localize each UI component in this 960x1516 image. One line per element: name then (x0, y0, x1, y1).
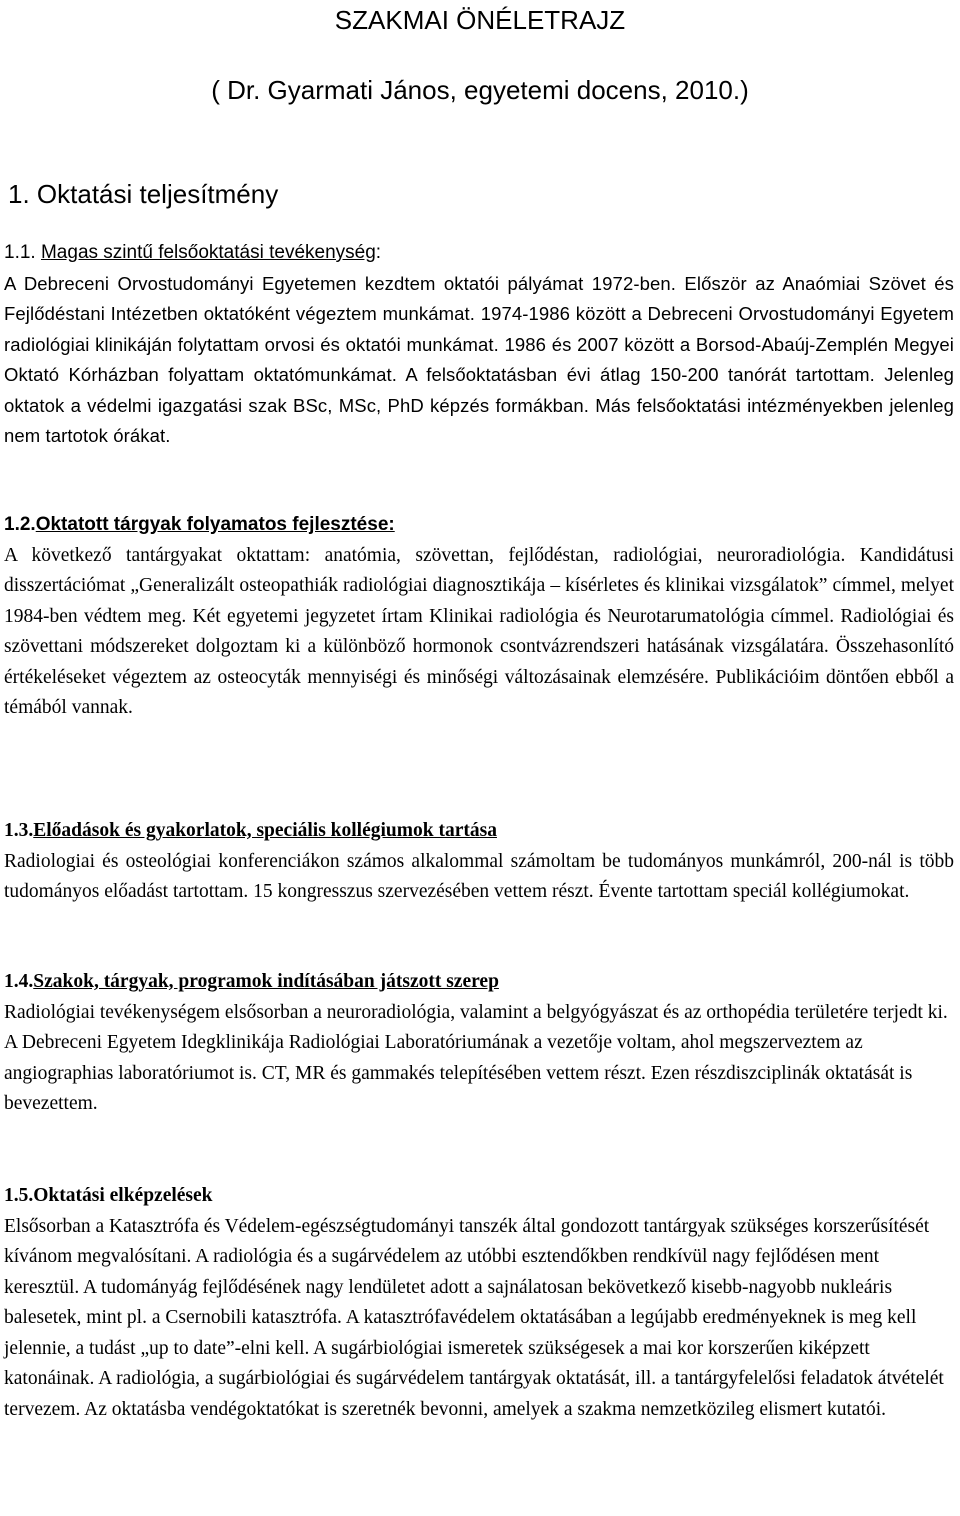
document-subtitle: ( Dr. Gyarmati János, egyetemi docens, 2010.) (211, 75, 749, 105)
section-1-4-title: Szakok, tárgyak, programok indításában játszott szerep (33, 971, 499, 992)
section-1-2-number: 1.2. (4, 514, 36, 535)
section-1-2-body: A következő tantárgyakat oktattam: anatómia, szövettan, fejlődéstan, radiológiai, neuroradiológia. Kandidátusi disszertációmat „Generalizált osteopathiák radiológiai diagnosztikája – kísérletes és klinikai vizsgálatok” címmel, melyet 1984-ben védtem meg. Két egyetemi jegyzetet írtam Klinikai radiológia és Neurotarumatológia címmel. Radiológiai és szövettani módszereket dolgoztam ki a különböző hormonok csontvázrendszeri hatásának vizsgálatára. Összehasonlító értékeléseket végeztem az osteocyták mennyiségi és minőségi változásainak elemzésére. Publikációim döntően ebből a témából vannak. (4, 544, 954, 718)
section-1-3 (4, 816, 954, 908)
section-1-4-heading (4, 967, 954, 998)
section-1-3-title: Előadások és gyakorlatok, speciális kollégiumok tartása (33, 820, 497, 841)
document-title: SZAKMAI ÖNÉLETRAJZ (334, 5, 626, 35)
section-1-1 (4, 238, 954, 452)
section-1-1-colon: : (375, 242, 382, 263)
section-1-2-title: Oktatott tárgyak folyamatos fejlesztése: (35, 514, 395, 535)
section-1-5-title: Oktatási elképzelések (33, 1185, 213, 1206)
section-1-3-heading (4, 816, 954, 847)
section-1-5 (4, 1181, 954, 1425)
section-1-1-body: A Debreceni Orvostudományi Egyetemen kezdtem oktatói pályámat 1972-ben. Először az Anaómiai Szövet és Fejlődéstani Intézetben oktatóként végeztem munkámat. 1974-1986 között a Debreceni Orvostudományi Egyetem radiológiai klinikáján folytattam orvosi és oktatói munkámat. 1986 és 2007 között a Borsod-Abaúj-Zemplén Megyei Oktató Kórházban folyattam oktatómunkámat. A felsőoktatásban évi átlag 150-200 tanórát tartottam. Jelenleg oktatok a védelmi igazgatási szak BSc, MSc, PhD képzés formákban. Más felsőoktatási intézményekben jelenleg nem tartotok órákat. (4, 272, 954, 446)
section-1-3-number: 1.3. (4, 820, 34, 841)
section-1-5-number: 1.5. (4, 1185, 34, 1206)
section-1-4 (4, 967, 954, 1120)
section-1-1-number: 1.1. (4, 242, 41, 263)
section-1-2-heading (4, 510, 954, 541)
section-1-5-body: Elsősorban a Katasztrófa és Védelem-egészségtudományi tanszék által gondozott tantárgyak szükséges korszerűsítését kívánom megvalósítani. A radiológia és a sugárvédelem az utóbbi esztendőkben rendkívül nagy fejlődésen ment keresztül. A tudományág fejlődésének nagy lendületet adott a sajnálatosan bekövetkező kisebb-nagyobb nukleáris balesetek, mint pl. a Csernobili katasztrófa. A katasztrófavédelem oktatásában a legújabb eredményeknek is meg kell jelennie, a tudást „up to date”-elni kell. A sugárbiológiai ismeretek szükségesek a mai kor korszerűen kiképzett katonáinak. A radiológia, a sugárbiológiai és sugárvédelem tantárgyak oktatását, ill. a tantárgyfelelősi feladatok átvételét tervezem. Az oktatásba vendégoktatókat is szeretnék bevonni, amelyek a szakma nemzetközileg elismert kutatói. (4, 1215, 944, 1420)
section-1-4-number: 1.4. (4, 971, 34, 992)
section-heading-teaching-performance: 1. Oktatási teljesítmény (8, 179, 279, 209)
section-1-2 (4, 510, 954, 724)
section-1-1-heading (4, 238, 954, 269)
section-1-5-heading (4, 1181, 954, 1212)
section-1-3-body: Radiologiai és osteológiai konferenciákon számos alkalommal számoltam be tudományos munkámról, 200-nál is több tudományos előadást tartottam. 15 kongresszus szervezésében vettem részt. Évente tartottam speciál kollégiumokat. (4, 850, 954, 902)
section-1-1-title: Magas szintű felsőoktatási tevékenység (40, 242, 376, 263)
section-1-4-body: Radiológiai tevékenységem elsősorban a neuroradiológia, valamint a belgyógyászat és az orthopédia területére terjedt ki. A Debreceni Egyetem Idegklinikája Radiológiai Laboratóriumának a vezetője voltam, ahol megszerveztem az angiographias laboratóriumot is. CT, MR és gammakés telepítésében vettem részt. Ezen részdiszciplinák oktatását is bevezettem. (4, 1001, 948, 1114)
